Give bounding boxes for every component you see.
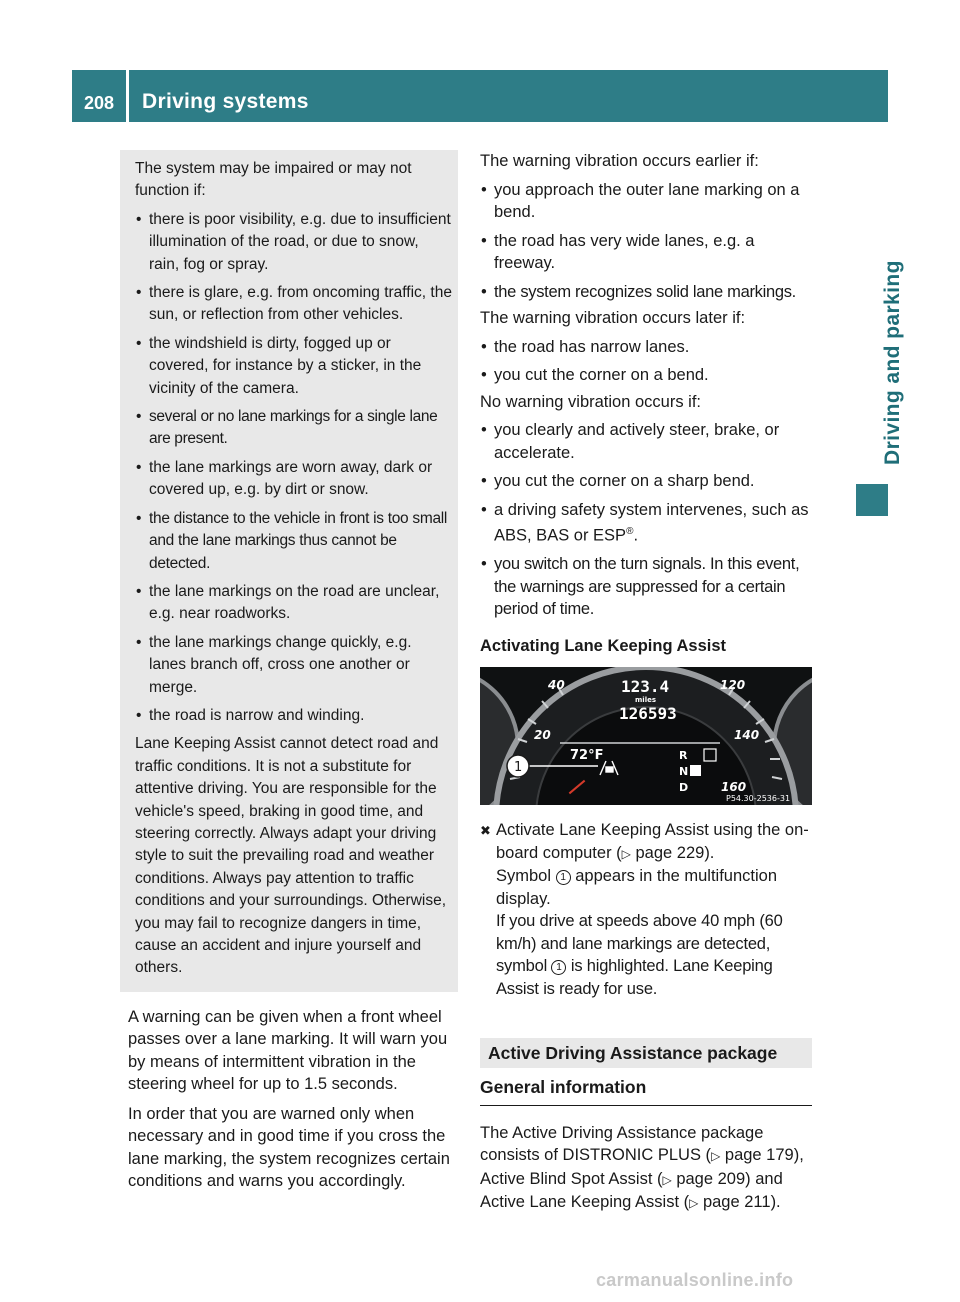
page-ref-arrow-icon: ▷ — [711, 1149, 721, 1163]
symbol-pre: Symbol — [496, 867, 552, 885]
page-reference: page 229 — [635, 843, 705, 862]
instrument-cluster-image — [480, 667, 812, 805]
side-chapter-label: Driving and parking — [881, 260, 904, 465]
page-number: 208 — [84, 93, 115, 113]
speed-post: is highlighted. Lane Keeping Assist is ready for use. — [496, 957, 773, 998]
list-item: • you cut the corner on a bend. — [480, 364, 812, 387]
speed-text: If you drive at speeds above 40 mph (60 km/h) and lane markings are detected, symbol — [496, 912, 783, 975]
symbol-post: appears in the multifunction display. — [496, 867, 778, 908]
header-divider — [126, 70, 129, 122]
page-ref-arrow-icon: ▷ — [621, 846, 631, 861]
parking-icon — [690, 765, 701, 776]
list-item — [480, 499, 812, 548]
list-item-text: a driving safety system intervenes, such as ABS, BAS or ESP — [494, 500, 809, 545]
left-body — [120, 1006, 458, 1193]
general-text: ), Active Blind Spot Assist ( — [480, 1146, 804, 1188]
note-bullet: • the lane markings are worn away, dark or covered up, e.g. by dirt or snow. — [135, 457, 452, 502]
image-code: P54.30-2536-31 — [726, 794, 791, 803]
note-bullet: • the windshield is dirty, fogged up or covered, for instance by a sticker, in the vicinity of the camera. — [135, 333, 452, 400]
list-item: • you cut the corner on a sharp bend. — [480, 470, 812, 493]
speed-label: 140 — [734, 728, 760, 742]
gear-r: R — [679, 749, 688, 762]
instruction-text: Activate Lane Keeping Assist using the on-board computer ( — [496, 821, 809, 862]
odometer-unit: miles — [635, 696, 657, 704]
list-item: • you clearly and actively steer, brake, or accelerate. — [480, 419, 812, 464]
section-title: Driving systems — [142, 90, 309, 113]
odometer-reading: 126593 — [619, 704, 677, 723]
later-intro: The warning vibration occurs later if: — [480, 309, 746, 327]
page-reference: page 179 — [724, 1146, 794, 1164]
note-bullet: • the distance to the vehicle in front is too small and the lane markings thus cannot be detected. — [135, 508, 452, 575]
chapter-marker — [856, 484, 888, 516]
general-text: ). — [770, 1193, 781, 1211]
paragraph: A warning can be given when a front wheel passes over a lane marking. It will warn you by means of intermittent vibration in the steering wheel for up to 1.5 seconds. — [128, 1007, 448, 1094]
earlier-intro: The warning vibration occurs earlier if: — [480, 152, 759, 170]
page-ref-arrow-icon: ▷ — [689, 1196, 699, 1210]
callout-1-icon: 1 — [556, 870, 571, 885]
general-text: The Active Driving Assistance package consists of DISTRONIC PLUS ( — [480, 1123, 764, 1164]
general-heading: General information — [480, 1076, 812, 1106]
general-text: ) and Active Lane Keeping Assist ( — [480, 1169, 783, 1211]
note-intro: The system may be impaired or may not function if: — [135, 160, 412, 200]
speed-note — [496, 910, 812, 1000]
note-box — [120, 150, 458, 992]
none-intro: No warning vibration occurs if: — [480, 392, 702, 411]
registered-mark: ® — [626, 526, 634, 537]
list-item: • the road has narrow lanes. — [480, 336, 812, 359]
symbol-note — [496, 865, 812, 910]
gear-d: D — [679, 781, 689, 794]
list-item: • you switch on the turn signals. In this event, the warnings are suppressed for a certain period of time. — [480, 553, 812, 621]
note-closing: Lane Keeping Assist cannot detect road and traffic conditions. It is not a substitute for attentive driving. You are responsible for the vehicle's speed, braking in good time, and steering correctly. Always adapt your driving style to suit the prevailing road and weather conditions. Always pay attention to traffic conditions and your surroundings. Otherwise, you may fail to recognize dangers in time, cause an accident and injure yourself and others. — [135, 735, 447, 977]
page-reference: page 209 — [676, 1169, 746, 1188]
list-item: • the road has very wide lanes, e.g. a freeway. — [480, 230, 812, 275]
left-column — [120, 150, 458, 1200]
step-arrow-icon: ✖ — [480, 823, 491, 838]
note-bullet: • the lane markings on the road are unclear, e.g. near roadworks. — [135, 581, 452, 626]
speed-label: 20 — [534, 728, 551, 742]
general-paragraph — [480, 1122, 812, 1215]
watermark: carmanualsonline.info — [596, 1270, 794, 1290]
note-bullet: • several or no lane markings for a single lane are present. — [135, 406, 452, 451]
gear-n: N — [679, 765, 689, 778]
outside-temperature: 72°F — [570, 748, 604, 763]
right-column — [480, 150, 812, 1222]
note-bullet: • the road is narrow and winding. — [135, 705, 452, 727]
speed-label: 160 — [721, 780, 747, 794]
page-reference: page 211 — [702, 1193, 771, 1211]
callout-1: 1 — [514, 760, 523, 775]
instruction-step — [480, 819, 812, 1000]
speed-label: 120 — [720, 678, 746, 692]
note-bullet: • there is glare, e.g. from oncoming traffic, the sun, or reflection from other vehicles. — [135, 282, 452, 327]
list-item: • the system recognizes solid lane markings. — [480, 281, 812, 304]
page-ref-arrow-icon: ▷ — [662, 1172, 672, 1187]
paragraph: In order that you are warned only when necessary and in good time if you cross the lane marking, the system recognizes certain conditions and warns you accordingly. — [128, 1104, 450, 1191]
speed-label: 40 — [548, 678, 565, 692]
package-heading: Active Driving Assistance package — [480, 1038, 812, 1068]
callout-1-icon: 1 — [551, 960, 566, 975]
note-bullet: • there is poor visibility, e.g. due to insufficient illumination of the road, or due to snow, rain, fog or spray. — [135, 209, 452, 276]
list-item: • you approach the outer lane marking on a bend. — [480, 179, 812, 224]
activating-heading: Activating Lane Keeping Assist — [480, 636, 727, 655]
trip-reading: 123.4 — [621, 677, 670, 696]
note-bullet: • the lane markings change quickly, e.g. lanes branch off, cross one another or merge. — [135, 632, 452, 699]
list-item-suffix: . — [633, 526, 639, 545]
instruction-text-end: ). — [704, 843, 715, 862]
